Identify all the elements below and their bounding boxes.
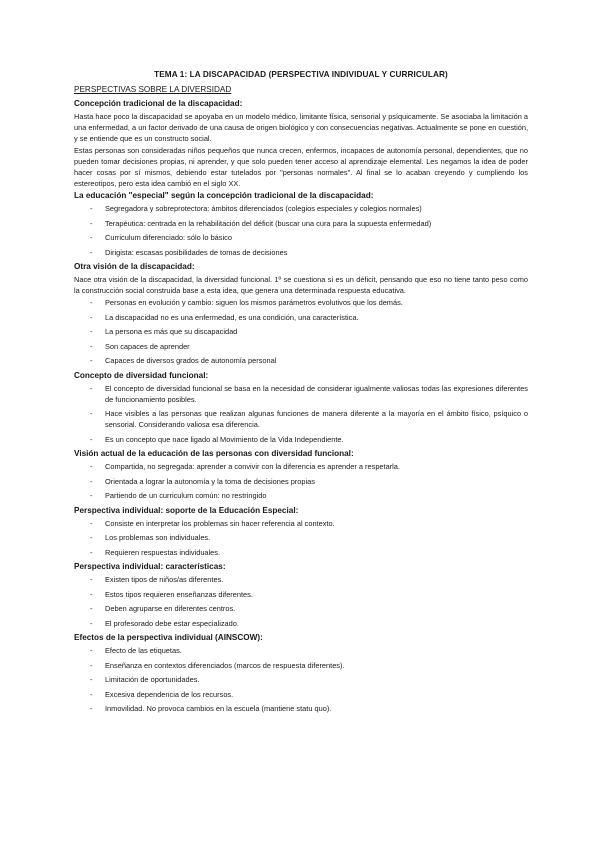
list-item-text: La persona es más que su discapacidad [105,327,238,336]
section-heading: Concepto de diversidad funcional: [74,370,209,380]
paragraph: Estas personas son consideradas niños pequeños que nunca crecen, enfermos, incapaces de autonomía personal, dependientes, que no pueden tomar decisiones propias, ni aprender, y que solo pueden tener acceso al aprendizaje elemental. Les negamos la idea de poder hacer cosas por sí mismos, debiendo estar tutelados por "personas normales". Al final se lo acaban creyendo y cumpliendo los estereotipos, pero esta idea cambió en el siglo XX. [74,146,528,188]
bullet-list [74,461,528,501]
dash-bullet-icon: - [90,233,93,242]
list-item-text: Consiste en interpretar los problemas sin hacer referencia al contexto. [105,518,335,528]
list-item-text: Excesiva dependencia de los recursos. [105,689,234,699]
list-item-text: Estos tipos requieren enseñanzas diferentes. [105,589,253,599]
document-title: TEMA 1: LA DISCAPACIDAD (PERSPECTIVA INDIVIDUAL Y CURRICULAR) [154,70,448,79]
dash-bullet-icon: - [90,518,93,528]
bullet-list [74,518,528,558]
list-item-text: Existen tipos de niños/as diferentes. [105,575,224,584]
list-item-text: Dirigista: escasas posibilidades de tomas de decisiones [105,247,288,257]
dash-bullet-icon: - [90,312,93,322]
list-item [74,490,528,501]
dash-bullet-icon: - [90,383,93,393]
bullet-list [74,297,528,366]
list-item [74,341,528,352]
section-heading: Concepción tradicional de la discapacidad: [74,99,243,108]
paragraph: Hasta hace poco la discapacidad se apoyaba en un modelo médico, limitante física, sensorial y psíquicamente. Se asociaba la limitación a una enfermedad, a un factor derivado de una causa de origen biológico y con consecuencias negativas. Actualmente se pone en cuestión, y se entiende que es un constructo social. [74,112,528,143]
document-body [74,98,528,714]
section-heading: La educación "especial" según la concepción tradicional de la discapacidad: [74,191,374,200]
list-item-text: Partiendo de un curriculum común: no restringido [105,491,267,500]
section-heading: Efectos de la perspectiva individual (AINSCOW): [74,633,263,642]
bullet-list [74,574,528,629]
list-item [74,247,528,258]
list-item [74,218,528,229]
list-item [74,326,528,337]
dash-bullet-icon: - [90,547,93,557]
dash-bullet-icon: - [90,356,93,365]
list-item-text: La discapacidad no es una enfermedad, es una condición, una característica. [105,312,359,322]
list-item-text: Son capaces de aprender [105,341,190,351]
list-item [74,603,528,614]
list-item [74,547,528,558]
list-item [74,297,528,308]
dash-bullet-icon: - [90,434,93,444]
list-item [74,674,528,685]
list-item-text: Enseñanza en contextos diferenciados (marcos de respuesta diferentes). [105,660,345,670]
list-item-text: El concepto de diversidad funcional se basa en la necesidad de considerar igualmente valiosas todas las expresiones diferentes de funcionamiento posibles. [105,383,528,404]
list-item [74,645,528,656]
dash-bullet-icon: - [90,575,93,584]
list-item-text: Terapéutica: centrada en la rehabilitación del déficit (buscar una cura para la supuesta enfermedad) [105,218,432,228]
section-heading: Perspectiva individual: soporte de la Educación Especial: [74,505,299,515]
list-item [74,408,528,430]
dash-bullet-icon: - [90,409,93,418]
list-item-text: Limitación de oportunidades. [105,675,200,684]
bullet-list [74,645,528,714]
bullet-list [74,203,528,258]
list-item [74,232,528,243]
list-item [74,660,528,671]
list-item-text: El profesorado debe estar especializado. [105,618,239,628]
section-heading: Otra visión de la discapacidad: [74,262,195,271]
list-item [74,518,528,529]
dash-bullet-icon: - [90,491,93,500]
list-item [74,476,528,487]
list-item-text: Efecto de las etiquetas. [105,646,182,655]
section-heading: Visión actual de la educación de las personas con diversidad funcional: [74,449,354,458]
dash-bullet-icon: - [90,247,93,257]
document-subtitle: PERSPECTIVAS SOBRE LA DIVERSIDAD [74,85,232,94]
list-item [74,461,528,472]
list-item [74,434,528,445]
section [74,370,528,445]
dash-bullet-icon: - [90,704,93,713]
list-item [74,703,528,714]
list-item-text: Es un concepto que nace ligado al Movimiento de la Vida Independiente. [105,434,344,444]
section [74,190,528,258]
list-item [74,203,528,214]
list-item [74,574,528,585]
dash-bullet-icon: - [90,675,93,684]
section [74,261,528,366]
list-item-text: Capaces de diversos grados de autonomía personal [105,356,277,365]
dash-bullet-icon: - [90,589,93,599]
dash-bullet-icon: - [90,660,93,670]
list-item-text: Inmovilidad. No provoca cambios en la escuela (mantiene statu quo). [105,704,332,713]
bullet-list [74,383,528,445]
list-item-text: Deben agruparse en diferentes centros. [105,604,236,613]
list-item-text: Curriculum diferenciado: sólo lo básico [105,233,232,242]
document-page [74,69,528,718]
dash-bullet-icon: - [90,689,93,699]
section [74,98,528,189]
list-item-text: Los problemas son individuales. [105,533,211,542]
dash-bullet-icon: - [90,604,93,613]
dash-bullet-icon: - [90,218,93,228]
list-item-text: Personas en evolución y cambio: siguen los mismos parámetros evolutivos que los demás. [105,298,403,307]
section [74,632,528,714]
section [74,448,528,501]
list-item-text: Segregadora y sobreprotectora: ámbitos diferenciados (colegios especiales y colegios normales) [105,204,422,213]
list-item [74,618,528,629]
list-item-text: Compartida, no segregada: aprender a convivir con la diferencia es aprender a respetarla. [105,462,400,471]
section [74,561,528,629]
section-heading: Perspectiva individual: características: [74,562,226,571]
dash-bullet-icon: - [90,298,93,307]
list-item [74,355,528,366]
section [74,505,528,558]
dash-bullet-icon: - [90,462,93,471]
dash-bullet-icon: - [90,618,93,628]
dash-bullet-icon: - [90,646,93,655]
dash-bullet-icon: - [90,327,93,336]
dash-bullet-icon: - [90,476,93,486]
list-item [74,532,528,543]
list-item [74,383,528,405]
dash-bullet-icon: - [90,341,93,351]
list-item-text: Hace visibles a las personas que realizan algunas funciones de manera diferente a la mayoría en el ámbito físico, psíquico o sensorial. Considerando valiosa esa diferencia. [105,409,528,429]
dash-bullet-icon: - [90,533,93,542]
paragraph: Nace otra visión de la discapacidad, la diversidad funcional. 1º se cuestiona si es un déficit, pensando que eso no tiene tanto peso como la construcción social construida base a esta idea, que genera una determinada respuesta educativa. [74,275,528,295]
list-item [74,312,528,323]
list-item-text: Requieren respuestas individuales. [105,547,221,557]
list-item [74,589,528,600]
dash-bullet-icon: - [90,204,93,213]
list-item [74,689,528,700]
list-item-text: Orientada a lograr la autonomía y la toma de decisiones propias [105,476,315,486]
